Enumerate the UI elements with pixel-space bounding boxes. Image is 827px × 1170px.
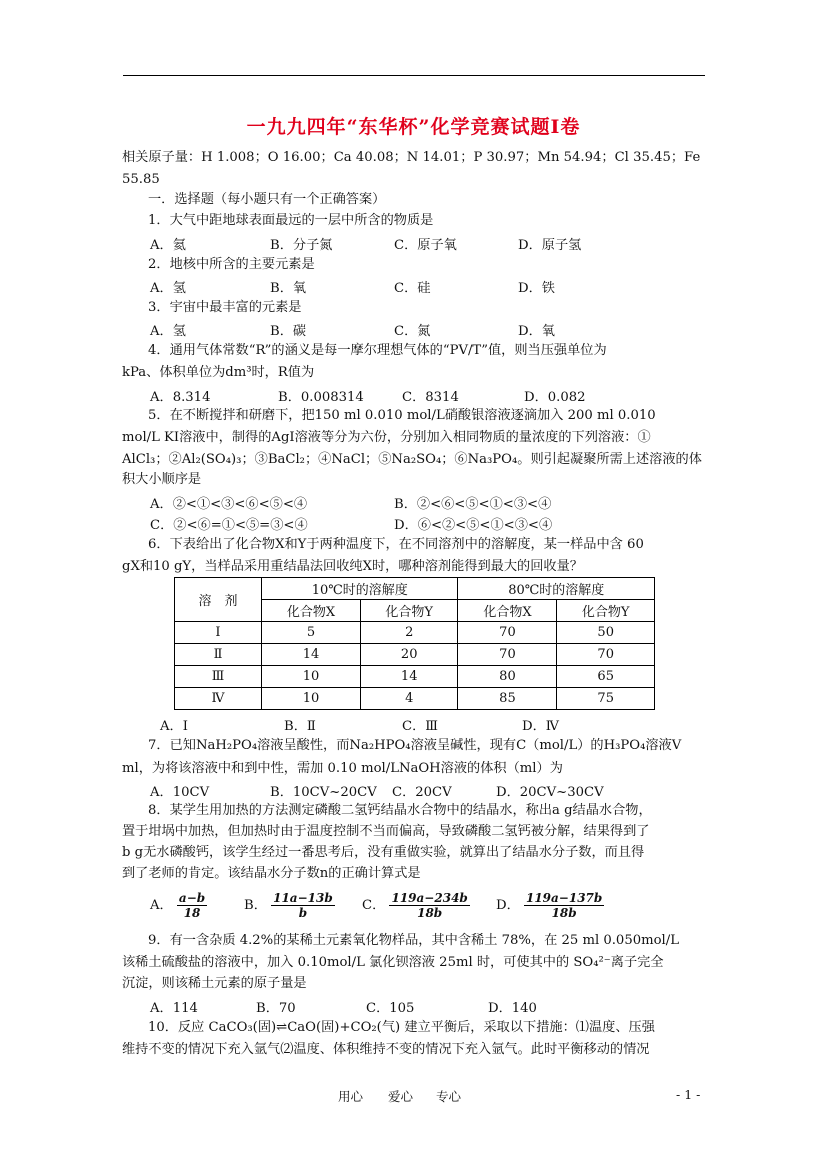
q3-stem: 3．宇宙中最丰富的元素是 bbox=[148, 300, 302, 315]
q8-option-c[interactable] bbox=[362, 891, 470, 920]
q7-option-a[interactable]: A．10CV bbox=[150, 785, 210, 800]
q7-line2: ml，为将该溶液中和到中性，需加 0.10 mol/LNaOH溶液的体积（ml）为 bbox=[122, 761, 563, 776]
q1-stem: 1．大气中距地球表面最远的一层中所含的物质是 bbox=[148, 213, 434, 228]
page-number: - 1 - bbox=[676, 1087, 701, 1102]
table-cell: 70 bbox=[458, 622, 557, 644]
q3-option-a[interactable]: A．氢 bbox=[150, 324, 186, 339]
footer-motto-1: 用心 bbox=[338, 1089, 364, 1104]
q8-line2: 置于坩埚中加热，但加热时由于温度控制不当而偏高，导致磷酸二氢钙被分解，结果得到了 bbox=[122, 824, 650, 839]
table-cell: 14 bbox=[360, 666, 458, 688]
denominator: 18 bbox=[183, 906, 201, 920]
q8-option-d-label: D． bbox=[496, 898, 520, 913]
q2-option-c[interactable]: C．硅 bbox=[394, 281, 431, 296]
q5-line3: AlCl₃；②Al₂(SO₄)₃；③BaCl₂；④NaCl；⑤Na₂SO₄；⑥Na₃PO₄。则引起凝聚所需上述溶液的体 bbox=[122, 452, 702, 467]
q5-option-d[interactable]: D．⑥<②<⑤<①<③<④ bbox=[394, 518, 553, 533]
q8-fraction-c bbox=[389, 891, 469, 920]
table-cell: 10 bbox=[262, 666, 361, 688]
q8-option-b[interactable] bbox=[244, 891, 335, 920]
q4-line2: kPa、体积单位为dm³时，R值为 bbox=[122, 365, 315, 380]
q4-line1: 4．通用气体常数“R”的涵义是每一摩尔理想气体的“PV/T”值，则当压强单位为 bbox=[148, 343, 607, 358]
table-row bbox=[175, 688, 655, 710]
q9-option-a[interactable]: A．114 bbox=[150, 1001, 198, 1016]
q2-option-a[interactable]: A．氢 bbox=[150, 281, 186, 296]
q3-option-b[interactable]: B．碳 bbox=[270, 324, 307, 339]
q7-option-b[interactable]: B．10CV~20CV bbox=[270, 785, 377, 800]
table-cell: 80 bbox=[458, 666, 557, 688]
q2-option-b[interactable]: B．氧 bbox=[270, 281, 307, 296]
numerator: 119a−137b bbox=[525, 891, 603, 905]
numerator: a−b bbox=[178, 891, 206, 905]
q5-line1: 5．在不断搅拌和研磨下，把150 ml 0.010 mol/L硝酸银溶液逐滴加入 200 ml 0.010 bbox=[148, 408, 656, 423]
q5-option-c[interactable]: C．②<⑥=①<⑤=③<④ bbox=[150, 518, 308, 533]
table-header-x-80: 化合物X bbox=[458, 600, 557, 622]
q7-line1: 7．已知NaH₂PO₄溶液呈酸性，而Na₂HPO₄溶液呈碱性，现有C（mol/L）的H₃PO₄溶液V bbox=[148, 738, 682, 753]
denominator: b bbox=[298, 906, 308, 920]
table-cell: 4 bbox=[360, 688, 458, 710]
table-cell: 20 bbox=[360, 644, 458, 666]
q8-option-d[interactable] bbox=[496, 891, 604, 920]
q5-option-a[interactable]: A．②<①<③<⑥<⑤<④ bbox=[150, 497, 308, 512]
table-header-x-10: 化合物X bbox=[262, 600, 361, 622]
q8-line4: 到了老师的肯定。该结晶水分子数n的正确计算式是 bbox=[122, 866, 421, 881]
q9-line3: 沉淀，则该稀土元素的原子量是 bbox=[122, 976, 307, 991]
q6-line2: gX和10 gY，当样品采用重结晶法回收纯X时，哪种溶剂能得到最大的回收量？ bbox=[122, 559, 583, 574]
q8-fraction-a bbox=[177, 891, 207, 920]
q10-line1: 10．反应 CaCO₃(固)⇌CaO(固)+CO₂(气) 建立平衡后，采取以下措施：⑴温度、压强 bbox=[148, 1020, 655, 1035]
denominator: 18b bbox=[551, 906, 577, 920]
q9-option-c[interactable]: C．105 bbox=[366, 1001, 415, 1016]
q6-option-b[interactable]: B．Ⅱ bbox=[284, 719, 316, 734]
table-header-y-80: 化合物Y bbox=[557, 600, 655, 622]
q1-option-d[interactable]: D．原子氢 bbox=[518, 238, 582, 253]
q9-line1: 9．有一含杂质 4.2%的某稀土元素氧化物样品，其中含稀土 78%，在 25 ml 0.050mol/L bbox=[148, 933, 679, 948]
page-title: 一九九四年“东华杯”化学竞赛试题Ⅰ卷 bbox=[246, 116, 581, 138]
table-cell: 85 bbox=[458, 688, 557, 710]
q6-option-a[interactable]: A．Ⅰ bbox=[160, 719, 188, 734]
table-cell: 10 bbox=[262, 688, 361, 710]
table-cell: 70 bbox=[458, 644, 557, 666]
table-header-10c: 10℃时的溶解度 bbox=[262, 578, 458, 600]
footer-motto-3: 专心 bbox=[436, 1089, 462, 1104]
q8-fraction-b bbox=[271, 891, 335, 920]
q2-stem: 2．地核中所含的主要元素是 bbox=[148, 257, 315, 272]
table-row bbox=[175, 622, 655, 644]
table-cell: 75 bbox=[557, 688, 655, 710]
footer-motto-2: 爱心 bbox=[388, 1089, 414, 1104]
q4-option-b[interactable]: B．0.008314 bbox=[278, 390, 364, 405]
q4-option-d[interactable]: D．0.082 bbox=[524, 390, 586, 405]
q5-option-b[interactable]: B．②<⑥<⑤<①<③<④ bbox=[394, 497, 552, 512]
q1-option-b[interactable]: B．分子氮 bbox=[270, 238, 333, 253]
q1-option-c[interactable]: C．原子氧 bbox=[394, 238, 457, 253]
table-header-y-10: 化合物Y bbox=[360, 600, 458, 622]
section-heading: 一．选择题（每小题只有一个正确答案） bbox=[148, 192, 386, 207]
q9-option-b[interactable]: B．70 bbox=[256, 1001, 296, 1016]
q10-line2: 维持不变的情况下充入氩气⑵温度、体积维持不变的情况下充入氩气。此时平衡移动的情况 bbox=[122, 1042, 650, 1057]
q3-option-d[interactable]: D．氧 bbox=[518, 324, 555, 339]
q6-option-d[interactable]: D．Ⅳ bbox=[522, 719, 559, 734]
q4-option-a[interactable]: A．8.314 bbox=[150, 390, 211, 405]
table-row bbox=[175, 666, 655, 688]
q9-option-d[interactable]: D．140 bbox=[488, 1001, 537, 1016]
q4-option-c[interactable]: C．8314 bbox=[402, 390, 459, 405]
table-header-solvent: 溶 剂 bbox=[175, 578, 262, 622]
table-cell: 5 bbox=[262, 622, 361, 644]
q1-option-a[interactable]: A．氦 bbox=[150, 238, 186, 253]
table-cell: Ⅱ bbox=[175, 644, 262, 666]
q7-option-d[interactable]: D．20CV~30CV bbox=[496, 785, 604, 800]
q7-option-c[interactable]: C．20CV bbox=[392, 785, 452, 800]
q5-line2: mol/L KI溶液中，制得的AgI溶液等分为六份，分别加入相同物质的量浓度的下列溶液：① bbox=[122, 430, 651, 445]
table-row bbox=[175, 644, 655, 666]
table-cell: Ⅳ bbox=[175, 688, 262, 710]
table-cell: Ⅰ bbox=[175, 622, 262, 644]
q8-line1: 8．某学生用加热的方法测定磷酸二氢钙结晶水合物中的结晶水，称出a g结晶水合物， bbox=[148, 803, 652, 818]
q6-line1: 6．下表给出了化合物X和Y于两种温度下，在不同溶剂中的溶解度，某一样品中含 60 bbox=[148, 537, 644, 552]
q2-option-d[interactable]: D．铁 bbox=[518, 281, 555, 296]
table-header-80c: 80℃时的溶解度 bbox=[458, 578, 655, 600]
q3-option-c[interactable]: C．氮 bbox=[394, 324, 431, 339]
atomic-weights: 相关原子量：H 1.008；O 16.00；Ca 40.08；N 14.01；P 30.97；Mn 54.94；Cl 35.45；Fe bbox=[122, 150, 701, 165]
atomic-weights-cont: 55.85 bbox=[122, 172, 160, 187]
table-cell: 65 bbox=[557, 666, 655, 688]
solubility-table bbox=[174, 577, 655, 710]
table-cell: 50 bbox=[557, 622, 655, 644]
q8-option-b-label: B． bbox=[244, 898, 267, 913]
q9-line2: 该稀土硫酸盐的溶液中，加入 0.10mol/L 氯化钡溶液 25ml 时，可使其中的 SO₄²⁻离子完全 bbox=[122, 955, 664, 970]
numerator: 119a−234b bbox=[391, 891, 468, 905]
q6-option-c[interactable]: C．Ⅲ bbox=[402, 719, 438, 734]
table-cell: 70 bbox=[557, 644, 655, 666]
q8-fraction-d bbox=[524, 891, 604, 920]
q8-option-a-label: A． bbox=[150, 898, 173, 913]
numerator: 11a−13b bbox=[273, 891, 333, 905]
header-rule bbox=[123, 75, 705, 76]
q5-line4: 积大小顺序是 bbox=[122, 472, 202, 487]
table-cell: Ⅲ bbox=[175, 666, 262, 688]
q8-option-a[interactable] bbox=[150, 891, 207, 920]
denominator: 18b bbox=[417, 906, 443, 920]
table-cell: 14 bbox=[262, 644, 361, 666]
table-cell: 2 bbox=[360, 622, 458, 644]
q8-option-c-label: C． bbox=[362, 898, 386, 913]
q8-line3: b g无水磷酸钙，该学生经过一番思考后，没有重做实验，就算出了结晶水分子数，而且得 bbox=[122, 845, 645, 860]
